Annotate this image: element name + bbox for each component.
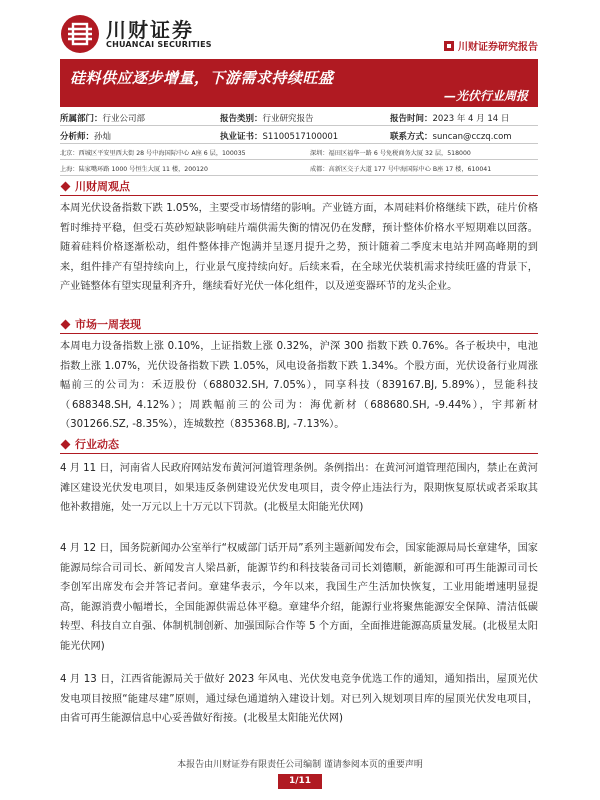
diamond-bullet-icon — [61, 319, 71, 329]
date-label: 报告时间： — [390, 114, 433, 124]
diamond-bullet-icon — [61, 181, 71, 191]
market-text: 本周电力设备指数上涨 0.10%，上证指数上涨 0.32%，沪深 300 指数下跌 0.76%。各子板块中，电池指数上涨 1.07%，光伏设备指数下跌 1.05%，风电设备指数下跌 1.34%。个股方面，光伏设备行业周涨幅前三的公司为：禾迈股份（688032.SH, 7.05%），同享科技（839167.BJ, 5.89%），昱能科技（688348.SH, 4.12%）；周跌幅前三的公司为：海优新材（688680.SH, -9.44%），宇邦新材（301266.SZ, -8.35%），连城数控（835368.BJ, -7.13%）。 — [60, 341, 538, 430]
section-weekly-title: 川财周观点 — [75, 180, 130, 193]
diamond-bullet-icon — [61, 439, 71, 449]
report-meta — [60, 108, 538, 176]
dept-label: 所属部门： — [60, 114, 103, 124]
report-tag — [444, 38, 538, 53]
footer-disclaimer: 本报告由川财证券有限责任公司编制 谨请参阅本页的重要声明 — [177, 760, 423, 770]
section-market-title: 市场一周表现 — [75, 318, 141, 331]
cert-value: S1100517100001 — [262, 132, 339, 142]
contact-value[interactable]: suncan@cczq.com — [432, 132, 512, 142]
report-title: 硅料供应逐步增量，下游需求持续旺盛 — [70, 69, 334, 87]
address-row-2 — [60, 160, 538, 176]
page-header — [0, 0, 600, 68]
section-divider — [60, 333, 538, 334]
report-subtitle: —光伏行业周报 — [443, 89, 528, 103]
weekly-view-text: 本周光伏设备指数下跌 1.05%，主要受市场情绪的影响。产业链方面，本周硅料价格继续下跌，硅片价格暂时维持平稳，但受石英砂短缺影响硅片端供需失衡的情况仍在发酵，预计整体价格水平短期难以回落。随着硅料价格逐渐松动，组件整体排产饱满并呈逐月提升之势，预计随着二季度末电站并网高峰期的到来，组件排产有望持续向上，行业景气度持续向好。后续来看，在全球光伏装机需求持续旺盛的背景下，产业链整体有望实现量利齐升，继续看好光伏一体化组件，以及逆变器环节的龙头企业。 — [60, 203, 538, 292]
contact-label: 联系方式： — [390, 132, 433, 142]
date-value: 2023 年 4 月 14 日 — [432, 114, 510, 124]
news-item-1: 4 月 11 日，河南省人民政府网站发布黄河河道管理条例。条例指出：在黄河河道管理范围内，禁止在黄河滩区建设光伏发电项目，如果违反条例建设光伏发电项目，责令停止违法行为，限期恢复原状或者采取其他补救措施，处一万元以上十万元以下罚款。(北极星太阳能光伏网) — [60, 463, 538, 513]
meta-row-1 — [60, 108, 538, 126]
section-industry — [60, 436, 119, 452]
news-item-3: 4 月 13 日，江西省能源局关于做好 2023 年风电、光伏发电竞争优选工作的通知，通知指出，屋顶光伏发电项目按照“能建尽建”原则，通过绿色通道纳入建设计划。对已列入规划项目库的屋顶光伏发电项目，由省可再生能源信息中心妥善做好衔接。(北极星太阳能光伏网) — [60, 674, 538, 724]
address-beijing: 北京：西城区平安里西大街 28 号中海国际中心 A座 6 层，100035 — [60, 150, 246, 157]
analyst-label: 分析师： — [60, 132, 95, 142]
section-divider — [60, 453, 538, 454]
logo-text-cn: 川财证券 — [106, 18, 194, 42]
page-number: 1/11 — [278, 774, 322, 789]
address-row-1 — [60, 144, 538, 160]
chuancai-logo-icon — [60, 14, 100, 54]
section-weekly-view — [60, 178, 130, 194]
section-industry-title: 行业动态 — [75, 438, 119, 451]
address-shanghai: 上海：陆家嘴环路 1000 号恒生大厦 11 楼，200120 — [60, 166, 208, 173]
type-label: 报告类别： — [220, 114, 263, 124]
address-shenzhen: 深圳：福田区福华一路 6 号免税商务大厦 32 层，518000 — [310, 150, 471, 157]
meta-row-2 — [60, 126, 538, 144]
address-chengdu: 成都：高新区交子大道 177 号中海国际中心 B座 17 楼，610041 — [310, 166, 492, 173]
type-value: 行业研究报告 — [262, 114, 314, 124]
logo-text-en: CHUANCAI SECURITIES — [106, 40, 212, 49]
report-tag-icon — [444, 41, 454, 51]
title-banner — [60, 61, 538, 107]
dept-value: 行业公司部 — [102, 114, 146, 124]
report-tag-text: 川财证券研究报告 — [458, 42, 538, 53]
news-item-2: 4 月 12 日，国务院新闻办公室举行“权威部门话开局”系列主题新闻发布会，国家能源局局长章建华，国家能源局综合司司长、新闻发言人梁昌新，能源节约和科技装备司司长刘德顺，新能源和可再生能源司司长李创军出席发布会并答记者问。章建华表示，今年以来，我国生产生活加快恢复，工业用能增速明显提高，能源消费小幅增长，全国能源供需总体平稳。章建华介绍，能源行业将聚焦能源安全保障、清洁低碳转型、科技自立自强、体制机制创新、加强国际合作等 5 个方面，全面推进能源高质量发展。(北极星太阳能光伏网) — [60, 543, 538, 652]
cert-label: 执业证书： — [220, 132, 263, 142]
section-divider — [60, 195, 538, 196]
analyst-value: 孙灿 — [94, 132, 112, 142]
section-market — [60, 316, 141, 332]
